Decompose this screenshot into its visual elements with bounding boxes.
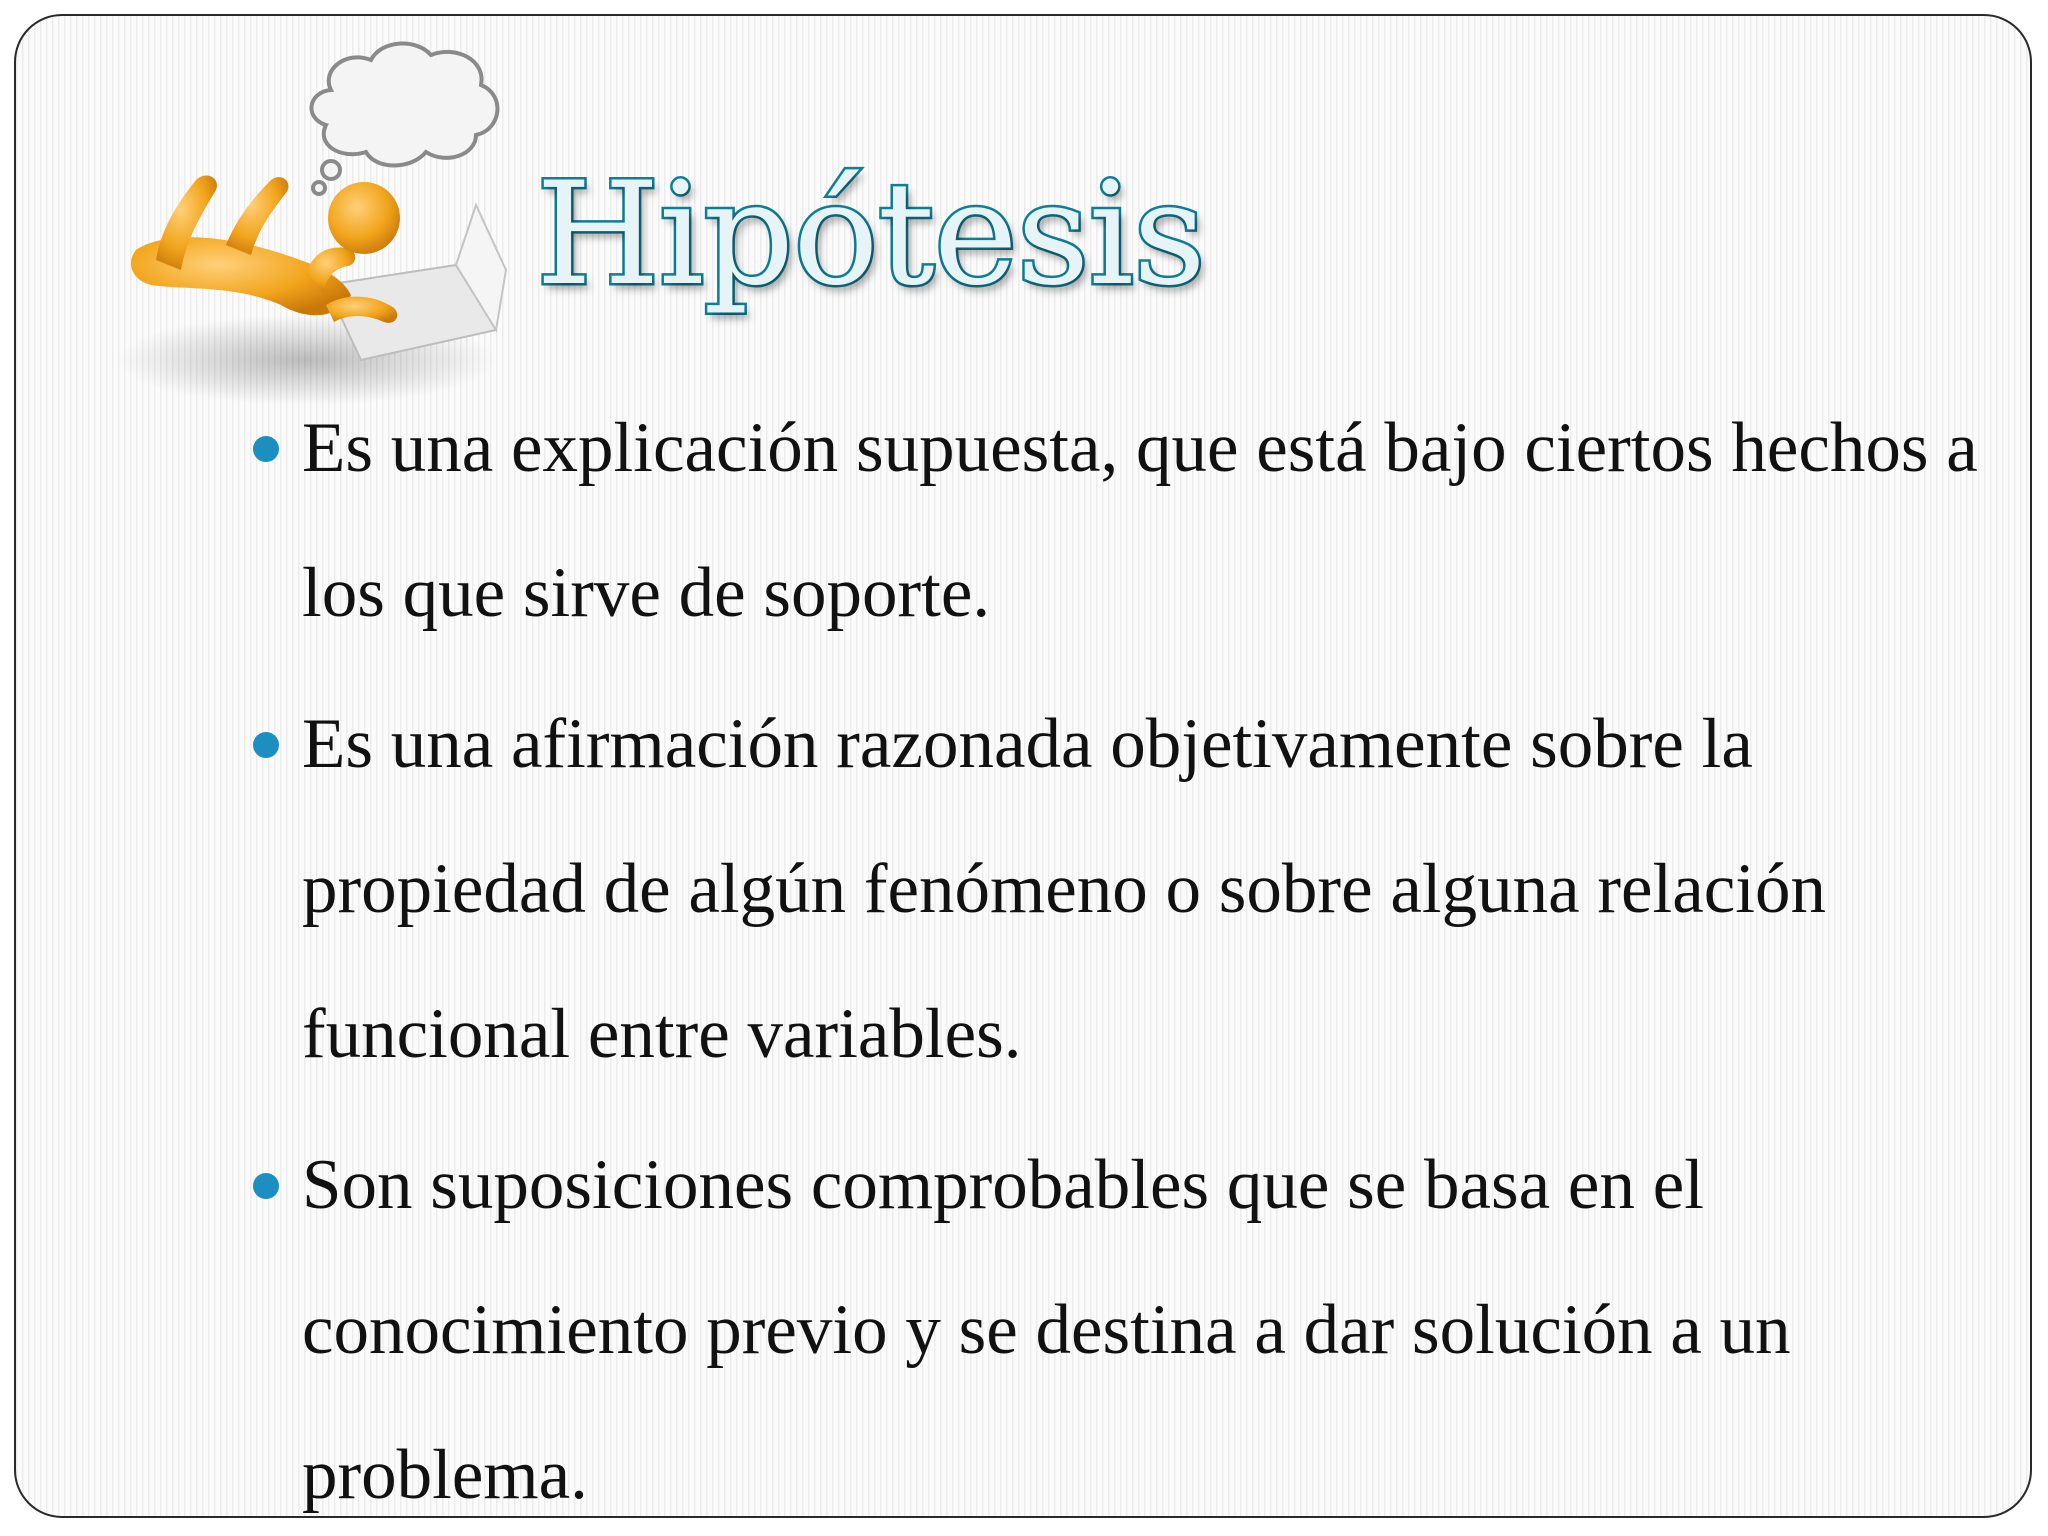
bullet-item [302, 376, 2002, 666]
slide-title: Hipótesis [536, 152, 1205, 317]
bullet-dot-icon [253, 436, 279, 462]
bullet-item [302, 1113, 2002, 1518]
bullet-dot-icon [253, 1173, 279, 1199]
thinking-figure-with-laptop-icon [76, 30, 536, 420]
bullet-text: Son suposiciones comprobables que se basa en el conocimiento previo y se destina a dar solución a un problema. [302, 1146, 1791, 1514]
bullet-dot-icon [253, 732, 279, 758]
bullet-item [302, 672, 2002, 1107]
bullet-text: Es una afirmación razonada objetivamente sobre la propiedad de algún fenómeno o sobre alguna relación funcional entre variables. [302, 705, 1826, 1073]
bullet-list [302, 376, 2002, 1518]
bullet-text: Es una explicación supuesta, que está bajo ciertos hechos a los que sirve de soporte. [302, 409, 1978, 632]
thought-cloud-icon [311, 44, 497, 194]
slide [14, 14, 2032, 1518]
